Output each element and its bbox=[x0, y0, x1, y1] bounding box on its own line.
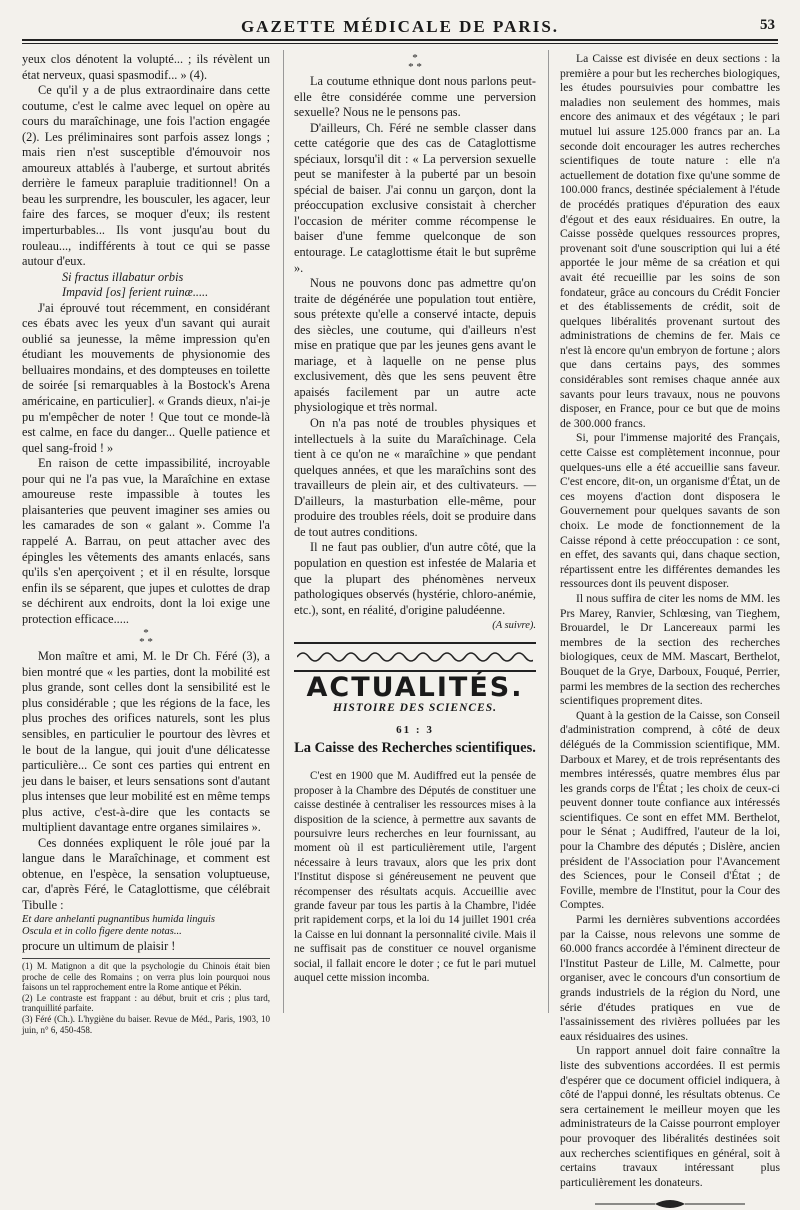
journal-title: GAZETTE MÉDICALE DE PARIS. bbox=[240, 17, 560, 36]
section-subheading: HISTOIRE DES SCIENCES. bbox=[332, 702, 497, 715]
column-left bbox=[22, 52, 270, 1035]
paragraph: procure un ultimum de plaisir ! bbox=[22, 938, 176, 953]
paragraph: Nous ne pouvons donc pas admettre qu'on traite de dégénérée une population tout entière, sous prétexte qu'elle a conservé intacte, depuis des siècles, une coutume, qui d'ailleurs n'est mise en pratique que par les jeunes gens avant le mariage, et à laquelle on ne pense plus exclusivement, dès que les sens peuvent être apaisés facilement par un autre acte physiologique et très normal. bbox=[294, 276, 536, 415]
paragraph: Il nous suffira de citer les noms de MM. les Prs Marey, Ranvier, Schlœsing, van Tieghem, Brouardel, le Dr Lancereaux parmi les membres de la section des recherches biologiques, ceux de MM. Mascart, Berthelot, Bouquet de la Grye, Darboux, Fouqué, Perrier, parmi les membres de la section des recherches scientifiques proprement dites. bbox=[560, 591, 780, 708]
column-right bbox=[560, 52, 780, 1210]
page-header bbox=[0, 0, 800, 44]
paragraph: Parmi les dernières subventions accordées par la Caisse, nous relevons une somme de 60.000 francs accordée à l'éminent directeur de l'Institut Pasteur de Lille, M. Calmette, pour organiser, avec le concours d'un consortium de grands industriels de la région du Nord, une série d'études pratiques en vue de l'assainissement des rivières polluées par les eaux résiduaires des usines. bbox=[560, 913, 780, 1043]
paragraph: J'ai éprouvé tout récemment, en considérant ces ébats avec les yeux d'un savant qui aurait oublié sa jeunesse, la même impression qu'en étudiant les mouvements de physionomie des belluaires mondains, et des dompteuses en toilette de soirée [si remarquables à la Bostock's Arena américaine, en particulier]. « Grands dieux, n'ai-je pu m'empêcher de noter ! Que tout ce monde-là est calme, en face du danger... Quelle patience et quel sang-froid ! » bbox=[22, 300, 270, 455]
paragraph: C'est en 1900 que M. Audiffred eut la pensée de proposer à la Chambre des Députés de constituer une caisse destinée à centraliser les ressources mises à la disposition de la science, à permettre aux savants de poursuivre leurs recherches en leur fournissant, au moment où il est particulièrement utile, l'argent nécessaire à leurs travaux, alors que les prix dont l'Institut dispose si généreusement ne peuvent que récompenser des résultats acquis. Accueillie avec grande faveur par tous les partis à la Chambre, l'idée prit rapidement corps, et la loi du 14 juillet 1901 créa la Caisse en lui donnant la personnalité civile. Mais il ne suffisait pas de constituer ce nouvel organisme social, il fallait encore le doter ; ce fut le pari mutuel auquel cette mission incomba. bbox=[294, 770, 536, 985]
latin-verse: Impavid [os] ferient ruinæ..... bbox=[62, 285, 209, 300]
classification-code: 61 : 3 bbox=[396, 723, 434, 736]
footnote: (2) Le contraste est frappant : au début, bruit et cris ; plus tard, tranquillité parfaite. bbox=[22, 992, 270, 1014]
paragraph: Mon maître et ami, M. le Dr Ch. Féré (3), a bien montré que « les parties, dont la mobilité est plus grande, sont celles dont la sensibilité est le plus considérable ; que les régions de la face, les plus proches des orifices naturels, sont les plus sensibles, en particulier le pourtour des lèvres et le bout de la langue, qui jouit d'une délicatesse particulière... Ce sont ces parties qui entrent en jeu dans le baiser, et leurs sensations sont d'autant plus intenses que leur mobilité est en même temps plus active, c'est-à-dire que les contacts se multiplient davantage entre organes similaires ». bbox=[22, 649, 270, 835]
ornament-flourish-icon bbox=[595, 1198, 745, 1210]
paragraph: Quant à la gestion de la Caisse, son Conseil d'administration comprend, à côté de deux délégués de la Commission scientifique, MM. Darboux et Marey, et de trois représentants des membres intéressés, quatre membres élus par les grands corps de l'État ; les choix de ceux-ci peuvent donner toute confiance aux intéressés scientifiques. Ce sont en effet MM. Berthelot, pour le Sénat ; Audiffred, l'auteur de la loi, pour la Chambre des députés ; Dislère, ancien président de l'Association pour l'Avancement des Sciences, pour le Conseil d'État ; de Foville, membre de l'Institut, pour la Cour des Comptes. bbox=[560, 708, 780, 912]
paragraph: La Caisse est divisée en deux sections : la première a pour but les recherches biologiques, les études poursuivies pour combattre les maladies non seulement des hommes, mais encore des animaux et des végétaux ; le pari mutuel lui assure 125.000 francs par an. La seconde doit encourager les autres recherches scientifiques de toute nature : elle n'a actuellement de dotation fixe qu'une somme de 100.000 francs, destinée spécialement à l'étude de procédés pratiques d'épuration des eaux d'égout et des eaux résiduaires. En outre, la Caisse possède quelques ressources propres, provenant soit d'une souscription qui lui a été apportée le jour même de sa création et qui avait été recueillie par les soins de son fondateur, grâce au concours du Crédit Foncier et des établissements de crédit, soit de quelques libéralités provenant surtout des administrations de chemins de fer. Mais ce n'est là encore qu'un embryon de fortune ; alors que dans certains pays, des sommes considérables sont remises chaque année aux savants pour leurs travaux, nous ne pouvons disposer, en France, pour ce but que de moins de 300.000 francs. bbox=[560, 52, 780, 430]
asterism: * * * bbox=[139, 627, 153, 649]
latin-quote: Oscula et in collo figere dente notas... bbox=[22, 926, 182, 938]
paragraph: Un rapport annuel doit faire connaître la liste des subventions accordées. Il est permis d'espérer que ce document officiel indiquera, à côté de l'appui donné, les résultats obtenus. Ce sera certainement le meilleur moyen que les administrateurs de la Caisse pourront employer pour provoquer des libéralités destinées soit aux recherches scientifiques en général, soit à certains travaux intéressant plus particulièrement les donateurs. bbox=[560, 1044, 780, 1189]
column-divider bbox=[548, 50, 549, 1013]
page-number: 53 bbox=[760, 17, 775, 33]
to-be-continued: (A suivre). bbox=[492, 620, 536, 632]
paragraph: Si, pour l'immense majorité des Français, cette Caisse est complètement inconnue, pour quelques-uns elle a été accueillie sans faveur. C'est encore, dit-on, un organisme d'État, un de ces moyens d'action dont disposera le Gouvernement pour quelques savants de son choix. Le mode de fonctionnement de la Caisse répond à cette préoccupation : ce sont, en effet, des savants qui, dans chaque section, répartissent entre les différentes demandes les ressources dont ils peuvent disposer. bbox=[560, 431, 780, 591]
paragraph: Ce qu'il y a de plus extraordinaire dans cette coutume, c'est le calme avec lequel on opère au cours du maraîchinage, une fois l'action engagée (2). Les préliminaires sont parfois assez longs ; mais rien n'est susceptible d'émouvoir nos amoureux attablés à l'auberge, et surtout abrités derrière le fameux parapluie traditionnel! On a beau les surprendre, les bousculer, les agacer, leur faire des farces, se moquer d'eux; ils restent imperturbables... Ils vont jusqu'au bout du rouleau..., indifférents à tout ce qui se passe autour d'eux. bbox=[22, 83, 270, 269]
end-ornament bbox=[560, 1198, 780, 1210]
header-rule bbox=[22, 43, 778, 44]
paragraph: Il ne faut pas oublier, d'un autre côté, que la population en question est infestée de Malaria et que la plupart des phénomènes nerveux pathologiques observés (hystérie, chloro-anémie, etc.), sont, en réalité, d'origine paludéenne. bbox=[294, 540, 536, 617]
ornament-pattern-icon bbox=[297, 648, 533, 666]
header-rule bbox=[22, 39, 778, 41]
latin-verse: Si fractus illabatur orbis bbox=[62, 269, 184, 284]
ornamental-banner bbox=[294, 642, 536, 672]
article-headline: La Caisse des Recherches scientifiques. bbox=[294, 740, 536, 757]
paragraph: La coutume ethnique dont nous parlons peut-elle être considérée comme une perversion sexuelle? Nous ne le pensons pas. bbox=[294, 74, 536, 120]
asterism: * * * bbox=[408, 52, 422, 73]
column-middle bbox=[294, 52, 536, 985]
latin-quote: Et dare anhelanti pugnantibus humida linguis bbox=[22, 913, 215, 925]
paragraph: Ces données expliquent le rôle joué par la langue dans le Maraîchinage, et comment est obtenue, en l'espèce, la sensation voluptueuse, car, d'après Féré, le Cataglottisme, que célébrait Tibulle : bbox=[22, 835, 270, 912]
footnotes bbox=[22, 958, 270, 1035]
footnote: (1) M. Matignon a dit que la psychologie du Chinois était bien proche de celle des Romains ; on verra plus loin pourquoi nous faisons un tel rapprochement entre la Rome antique et Pékin. bbox=[22, 961, 270, 993]
paragraph: En raison de cette impassibilité, incroyable pour qui ne l'a pas vue, la Maraîchine en extase amoureuse reste impassible à toutes les plaisanteries que peuvent imaginer ses amies ou les camarades de son « galant ». Comme l'a rappelé A. Barrau, on peut attacher avec des épingles les vêtements des amants enlacés, sans qu'ils s'en aperçoivent ; et il en résulte, lorsque enfin ils se séparent, que jupes et culottes de drap se déchirent aux endroits, dont la loi exige une protection efficace..... bbox=[22, 456, 270, 626]
section-heading: ACTUALITÉS. bbox=[306, 671, 524, 703]
column-divider bbox=[283, 50, 284, 1013]
paragraph: yeux clos dénotent la volupté... ; ils révèlent un état nerveux, quasi spasmodif... » (4). bbox=[22, 52, 270, 82]
paragraph: D'ailleurs, Ch. Féré ne semble classer dans cette catégorie que des cas de Cataglottisme spéciaux, lorsqu'il dit : « La perversion sexuelle peut se manifester à la puberté par un besoin spécial de baiser. J'ai connu un garçon, dont la préoccupation exclusive consistait à chercher l'occasion de mériter comme récompense le baiser d'une femme quelconque de son entourage. Le cataglottisme était le but suprême ». bbox=[294, 120, 536, 275]
footnote: (3) Féré (Ch.). L'hygiène du baiser. Revue de Méd., Paris, 1903, 10 juin, n° 6, 450-458. bbox=[22, 1014, 270, 1035]
paragraph: On n'a pas noté de troubles physiques et intellectuels à la suite du Maraîchinage. Cela tient à ce qu'on ne « maraîchine » que pendant quelques années, et que les maraîchins sont des travailleurs de plein air, et des cultivateurs. — D'ailleurs, la masturbation elle-même, pour produire des troubles réels, doit se produire dans de tout autres conditions. bbox=[294, 416, 536, 539]
